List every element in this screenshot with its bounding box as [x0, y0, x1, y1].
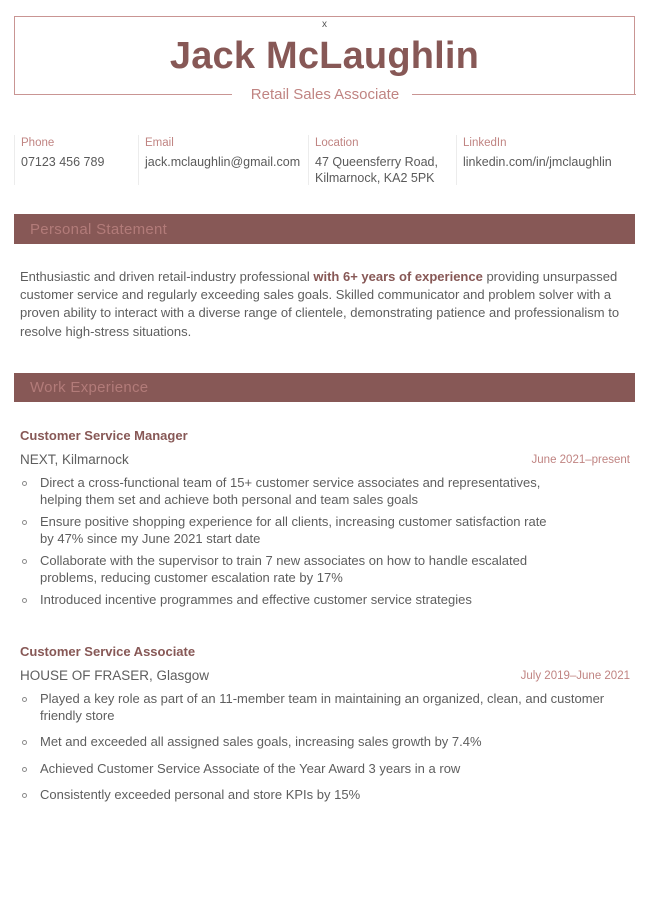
- bullet-text: Ensure positive shopping experience for all clients, increasing customer satisfaction rate by 47% since my June 2021 start date: [40, 514, 547, 546]
- bullet-text: Consistently exceeded personal and store KPIs by 15%: [40, 787, 361, 802]
- job-bullets: [20, 475, 630, 609]
- close-mark: x: [322, 19, 327, 30]
- contact-linkedin: [456, 135, 635, 185]
- bullet-text: Achieved Customer Service Associate of the Year Award 3 years in a row: [40, 760, 461, 776]
- job-entry: [20, 427, 630, 615]
- job-meta: [20, 667, 630, 685]
- section-heading: Personal Statement: [30, 220, 168, 238]
- bullet-circle-icon: [22, 767, 27, 772]
- job-company: NEXT, Kilmarnock: [20, 452, 129, 467]
- job-entry: [20, 643, 630, 814]
- section-heading: Work Experience: [30, 379, 149, 396]
- bullet-text: Direct a cross-functional team of 15+ customer service associates and representatives, helping them set and achieve both personal and team sales goals: [40, 475, 541, 507]
- section-header-personal-statement: [14, 214, 635, 244]
- bullet-circle-icon: [22, 520, 27, 525]
- location-line-2: Kilmarnock, KA2 5PK: [315, 171, 435, 185]
- statement-text-start: Enthusiastic and driven retail-industry professional: [20, 269, 314, 284]
- contact-email: [138, 135, 308, 185]
- bullet-text: Played a key role as part of an 11-member team in maintaining an organized, clean, and customer friendly store: [40, 691, 605, 723]
- bullet-item: [20, 734, 630, 751]
- contact-label: Phone: [21, 137, 55, 149]
- bullet-item: [20, 592, 560, 609]
- linkedin-link[interactable]: linkedin.com/in/jmclaughlin: [463, 155, 612, 169]
- job-company: HOUSE OF FRASER, Glasgow: [20, 668, 210, 683]
- location-value: [315, 154, 456, 186]
- bullet-circle-icon: [22, 740, 27, 745]
- phone-value: 07123 456 789: [21, 155, 105, 169]
- job-meta: [20, 451, 630, 469]
- personal-statement-text: [20, 268, 625, 341]
- bullet-item: [20, 691, 630, 724]
- email-link[interactable]: jack.mclaughlin@gmail.com: [145, 155, 301, 169]
- bullet-text: Met and exceeded all assigned sales goals, increasing sales growth by 7.4%: [40, 734, 482, 749]
- bullet-text: Introduced incentive programmes and effective customer service strategies: [40, 592, 472, 607]
- job-title: Retail Sales Associate: [250, 86, 400, 103]
- job-bullets: [20, 691, 630, 804]
- location-line-1: 47 Queensferry Road,: [315, 155, 438, 169]
- job-role: Customer Service Associate: [20, 644, 196, 659]
- contact-location: [308, 135, 456, 185]
- section-header-work-experience: [14, 373, 635, 402]
- bullet-circle-icon: [22, 793, 27, 798]
- candidate-name: Jack McLaughlin: [169, 35, 480, 77]
- bullet-circle-icon: [22, 598, 27, 603]
- header-box: [14, 16, 635, 95]
- job-role: Customer Service Manager: [20, 428, 188, 443]
- contact-label: Location: [315, 137, 359, 149]
- bullet-circle-icon: [22, 559, 27, 564]
- bullet-item: [20, 761, 630, 778]
- contact-phone: [14, 135, 138, 185]
- bullet-item: [20, 553, 560, 586]
- bullet-text: Collaborate with the supervisor to train 7 new associates on how to handle escalated problems, reducing customer escalation rate by 17%: [40, 553, 528, 585]
- contact-label: LinkedIn: [463, 137, 507, 149]
- job-dates: June 2021–present: [531, 454, 630, 466]
- bullet-item: [20, 514, 560, 547]
- bullet-item: [20, 787, 630, 804]
- job-dates: July 2019–June 2021: [520, 670, 630, 682]
- bullet-item: [20, 475, 560, 508]
- contact-info: [14, 135, 635, 185]
- contact-label: Email: [145, 137, 174, 149]
- bullet-circle-icon: [22, 697, 27, 702]
- statement-highlight: with 6+ years of experience: [313, 269, 483, 284]
- statement-text-end: providing unsurpassed customer service and regularly exceeding sales goals. Skilled communicator and problem solver with a proven ability to interact with a diverse range of clientele, demonstrating patience and professionalism to resolve high-stress situations.: [20, 269, 620, 339]
- bullet-circle-icon: [22, 481, 27, 486]
